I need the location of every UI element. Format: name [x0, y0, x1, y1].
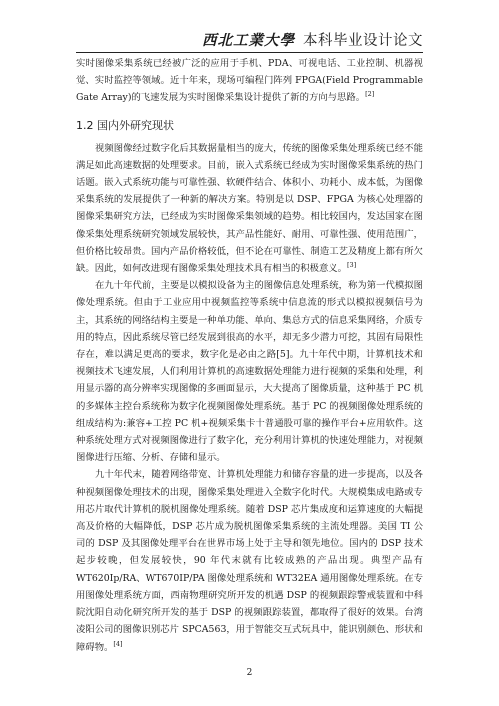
intro-paragraph-text: 实时图像采集系统已经被广泛的应用于手机、PDA、可视电话、工业控制、机器视觉、实时监控等领域。近十年来，现场可编程门阵列 FPGA(Field Programmable Gate Array)的飞速发展为实时图像采集设计提供了新的方向与思路。 — [76, 58, 423, 104]
paragraph-text: 视频图像经过数字化后其数据量相当的庞大，传统的图像采集处理系统已经不能满足如此高速数据的处理要求。目前，嵌入式系统已经成为实时图像采集系统的热门话题。嵌入式系统功能与可靠性强、软硬件结合、体积小、功耗小、成本低，为图像采集系统的发展提供了一种新的解决方案。特别是以 DSP、FPGA 为核心处理器的图像采集研究方法，已经成为实时图像采集领域的趋势。相比较国内，发达国家在图像采集处理系统研究领域发展较快，其产品性能好、耐用、可靠性强、使用范围广，但价格比较昂贵。国内产品价格较低，但不论在可靠性、制造工艺及精度上都有所欠缺。因此，如何改进现有图像采集处理技术具有相当的积极意义。 — [76, 142, 423, 275]
page-number: 2 — [246, 668, 253, 678]
page-header — [76, 18, 423, 53]
intro-paragraph — [76, 55, 423, 107]
page-body — [76, 55, 423, 656]
document-title: 本科毕业设计论文 — [303, 33, 423, 49]
paragraph-text: 九十年代末，随着网络带宽、计算机处理能力和储存容量的进一步提高，以及各种视频图像处理技术的出现，图像采集处理进入全数字化时代。大规模集成电路或专用芯片取代计算机的脱机图像处理系统。随着 DSP 芯片集成度和运算速度的大幅提高及价格的大幅降低，DSP 芯片成为脱机图像采集系统的主流处理器。美国 TI 公司的 DSP 及其图像处理平台在世界市场上处于主导和领先地位。国内的 DSP 技术起步较晚，但发展较快，90 年代末就有比较成熟的产品出现。典型产品有 WT620Ip/RA、WT670IP/PA 图像处理系统和 WT32EA 通用图像处理系统。在专用图像处理系统方面，西南物理研究所开发的机遇 DSP 的视频跟踪警戒装置和中科院沈阳自动化研究所开发的基于 DSP 的视频跟踪装置，都取得了很好的效果。台湾凌阳公司的图像识别芯片 SPCA563，用于智能交互式玩具中，能识别颜色、形状和障碍物。 — [76, 469, 423, 653]
university-logo-text: 西北工業大學 — [202, 32, 295, 49]
paragraph-3 — [76, 466, 423, 655]
paragraph-2 — [76, 277, 423, 466]
section-heading: 1.2 国内外研究现状 — [76, 118, 174, 132]
citation: [4] — [113, 639, 123, 648]
paragraph-text: 在九十年代前，主要是以模拟设备为主的图像信息处理系统，称为第一代模拟图像处理系统。但由于工业应用中视频监控等系统中信息流的形式以模拟视频信号为主，其系统的网络结构主要是一种单功能、单向、集总方式的信息采集网络，介质专用的特点，因此系统尽管已经发展到很高的水平，却无多少潜力可挖，其固有局限性存在，难以满足更高的要求，数字化是必由之路[5]。九十年代中期，计算机技术和视频技术飞速发展，人们利用计算机的高速数据处理能力进行视频的采集和处理，利用显示器的高分辨率实现图像的多画面显示，大大提高了图像质量，这种基于 PC 机的多媒体主控台系统称为数字化视频图像处理系统。基于 PC 的视频图像处理系统的组成结构为:兼容+工控 PC 机+视频采集卡十普通股可靠的操作平台+应用软件。这种系统处理方式对视频图像进行了数字化，充分利用计算机的快速处理能力，对视频图像进行压缩、分析、存储和显示。 — [76, 280, 423, 464]
paragraph-1 — [76, 140, 423, 278]
citation: [2] — [365, 90, 375, 99]
citation: [3] — [346, 260, 357, 269]
